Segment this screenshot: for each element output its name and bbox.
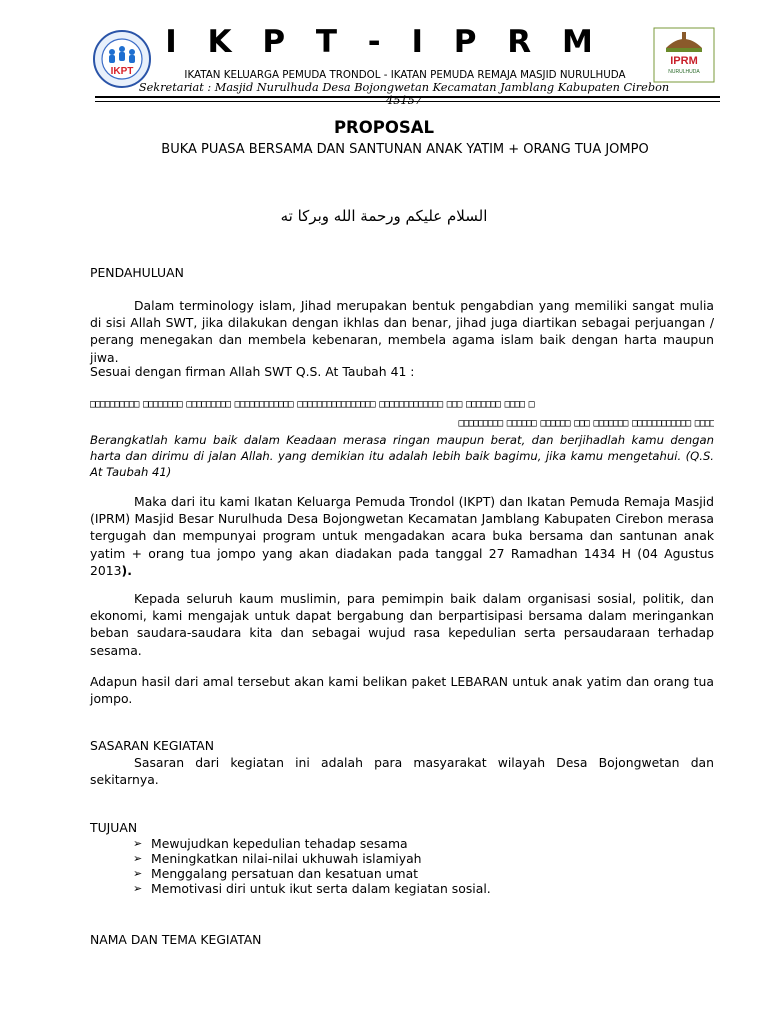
pendahuluan-paragraph-5: Adapun hasil dari amal tersebut akan kami belikan paket LEBARAN untuk anak yatim dan orang tua jompo. bbox=[90, 674, 714, 707]
pendahuluan-paragraph-4: Kepada seluruh kaum muslimin, para pemimpin baik dalam organisasi sosial, politik, dan ekonomi, kami mengajak untuk dapat bergabung dan berpartisipasi bersama dalam meringankan beban saudara-saudara kita dan sebagai wujud rasa kepedulian serta persaudaraan terhadap sesama. bbox=[90, 591, 714, 658]
quran-verse-line-1: □□□□□□□□□□ □□□□□□□□ □□□□□□□□□ □□□□□□□□□□□□ □□□□□□□□□□□□□□□□ □□□□□□□□□□□□□ □□□ □□□□□□□ □□□□ □ bbox=[90, 399, 534, 410]
arrow-bullet-icon: ➢ bbox=[133, 837, 143, 850]
header-rule-thin bbox=[95, 101, 720, 102]
list-item-text: Meningkatkan nilai-nilai ukhuwah islamiyah bbox=[151, 851, 422, 866]
org-subtitle: IKATAN KELUARGA PEMUDA TRONDOL - IKATAN PEMUDA REMAJA MASJID NURULHUDA bbox=[184, 69, 626, 81]
proposal-subtitle: BUKA PUASA BERSAMA DAN SANTUNAN ANAK YATIM + ORANG TUA JOMPO bbox=[161, 142, 649, 157]
arrow-bullet-icon: ➢ bbox=[133, 852, 143, 865]
list-item-text: Menggalang persatuan dan kesatuan umat bbox=[151, 866, 419, 881]
right-logo-sub: NURULHUDA bbox=[668, 69, 700, 75]
sasaran-text: Sasaran dari kegiatan ini adalah para masyarakat wilayah Desa Bojongwetan dan sekitarnya. bbox=[90, 755, 714, 788]
pendahuluan-paragraph-3 bbox=[90, 493, 714, 579]
org-title: I K P T - I P R M bbox=[165, 24, 603, 60]
list-item bbox=[133, 836, 693, 851]
list-item bbox=[133, 851, 693, 866]
proposal-title: PROPOSAL bbox=[333, 118, 435, 137]
pendahuluan-paragraph-1: Dalam terminology islam, Jihad merupakan bentuk pengabdian yang memiliki sangat mulia di sisi Allah SWT, jika dilakukan dengan ikhlas dan benar, jihad juga diartikan sebagai perjuangan / perang menegakan dan membela kebenaran, membela agama islam baik dengan harta maupun jiwa. bbox=[90, 298, 714, 365]
paragraph-3-end: ). bbox=[121, 562, 132, 578]
arrow-bullet-icon: ➢ bbox=[133, 882, 143, 895]
arabic-greeting: السلام عليكم ورحمة الله وبركا ته bbox=[280, 207, 488, 225]
list-item-text: Memotivasi diri untuk ikut serta dalam kegiatan sosial. bbox=[151, 881, 491, 896]
heading-nama-tema: NAMA DAN TEMA KEGIATAN bbox=[90, 932, 262, 947]
arrow-bullet-icon: ➢ bbox=[133, 867, 143, 880]
right-logo-label: IPRM bbox=[670, 55, 698, 67]
org-address: Sekretariat : Masjid Nurulhuda Desa Bojongwetan Kecamatan Jamblang Kabupaten Cirebon 45157 bbox=[138, 81, 670, 107]
left-logo-label: IKPT bbox=[110, 66, 134, 77]
heading-tujuan: TUJUAN bbox=[90, 820, 138, 835]
tujuan-list bbox=[133, 836, 693, 896]
list-item-text: Mewujudkan kepedulian tehadap sesama bbox=[151, 836, 408, 851]
quran-translation: Berangkatlah kamu baik dalam Keadaan merasa ringan maupun berat, dan berjihadlah kamu dengan harta dan dirimu di jalan Allah. yang demikian itu adalah lebih baik bagimu, jika kamu mengetahui. (Q.S. At Taubah 41) bbox=[90, 433, 714, 479]
paragraph-3-text: Maka dari itu kami Ikatan Keluarga Pemuda Trondol (IKPT) dan Ikatan Pemuda Remaja Masjid (IPRM) Masjid Besar Nurulhuda Desa Bojongwetan Kecamatan Jamblang Kabupaten Cirebon merasa tergugah dan mempunyai program untuk mengadakan acara buka bersama dan santunan anak yatim + orang tua jompo yang akan diadakan pada tanggal 27 Ramadhan 1434 H (04 Agustus 2013 bbox=[90, 494, 714, 578]
list-item bbox=[133, 866, 693, 881]
heading-sasaran: SASARAN KEGIATAN bbox=[90, 738, 215, 753]
heading-pendahuluan: PENDAHULUAN bbox=[90, 265, 184, 280]
header-rule-thick bbox=[95, 96, 720, 98]
list-item bbox=[133, 881, 693, 896]
pendahuluan-paragraph-2: Sesuai dengan firman Allah SWT Q.S. At Taubah 41 : bbox=[90, 364, 415, 379]
quran-verse-line-2: □□□□□□□□□ □□□□□□ □□□□□□ □□□ □□□□□□□ □□□□□□□□□□□□ □□□□ bbox=[458, 418, 714, 429]
